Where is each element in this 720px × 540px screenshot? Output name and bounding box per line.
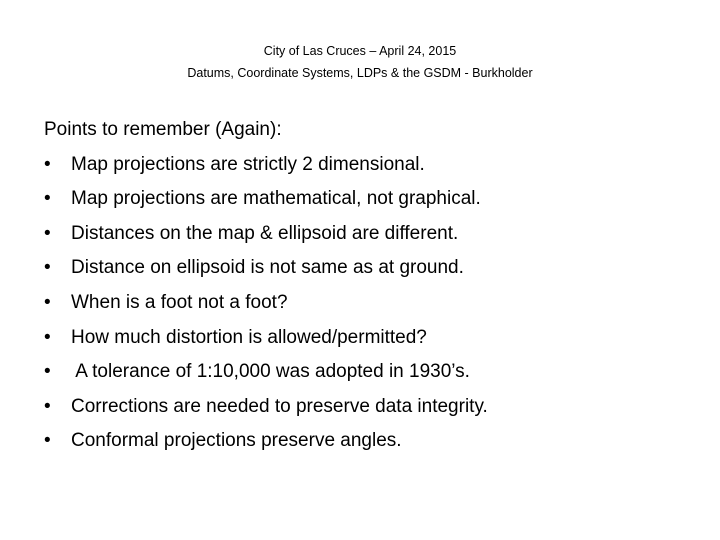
list-item: [44, 182, 704, 217]
list-item-text: Distances on the map & ellipsoid are different.: [71, 222, 459, 244]
slide-header: [0, 40, 720, 84]
list-item: [44, 390, 704, 425]
list-item-text: Map projections are mathematical, not graphical.: [71, 188, 481, 210]
points-heading: Points to remember (Again):: [44, 119, 282, 140]
list-item: [44, 251, 704, 286]
list-item: [44, 321, 704, 356]
bullet-icon: •: [44, 188, 51, 210]
bullet-icon: •: [44, 361, 51, 383]
bullet-icon: •: [44, 153, 51, 175]
list-item: [44, 424, 704, 459]
bullet-icon: •: [44, 222, 51, 244]
bullet-icon: •: [44, 257, 51, 279]
list-item-text: A tolerance of 1:10,000 was adopted in 1930’s.: [71, 361, 470, 383]
list-item: [44, 286, 704, 321]
list-item-text: How much distortion is allowed/permitted?: [71, 326, 427, 348]
bullet-icon: •: [44, 291, 51, 313]
list-item: [44, 217, 704, 252]
bullet-icon: •: [44, 430, 51, 452]
list-item: [44, 355, 704, 390]
list-item-text: Distance on ellipsoid is not same as at ground.: [71, 257, 464, 279]
list-item-text: Map projections are strictly 2 dimensional.: [71, 153, 425, 175]
header-line-topic: Datums, Coordinate Systems, LDPs & the GSDM - Burkholder: [187, 66, 533, 80]
bullet-icon: •: [44, 395, 51, 417]
header-line-event: City of Las Cruces – April 24, 2015: [263, 44, 457, 58]
list-item-text: Corrections are needed to preserve data integrity.: [71, 395, 488, 417]
slide-body: [44, 113, 704, 459]
bullet-icon: •: [44, 326, 51, 348]
points-list: [44, 148, 704, 459]
list-item: [44, 148, 704, 183]
list-item-text: Conformal projections preserve angles.: [71, 430, 402, 452]
list-item-text: When is a foot not a foot?: [71, 291, 288, 313]
